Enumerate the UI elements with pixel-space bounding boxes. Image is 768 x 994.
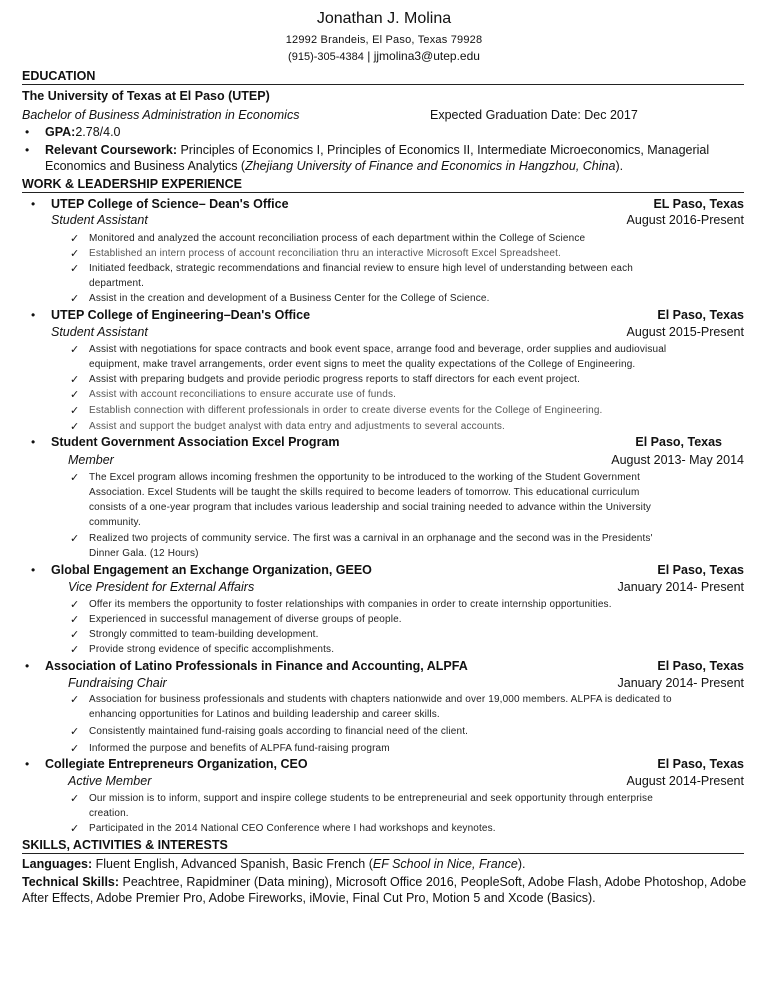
skills-heading: SKILLS, ACTIVITIES & INTERESTS bbox=[22, 838, 744, 854]
bullet-icon: • bbox=[31, 563, 36, 577]
work-heading: WORK & LEADERSHIP EXPERIENCE bbox=[22, 177, 744, 193]
languages-text: Fluent English, Advanced Spanish, Basic French ( bbox=[92, 857, 373, 871]
check-icon: ✓ bbox=[70, 614, 80, 626]
job-role: Student Assistant bbox=[51, 213, 148, 227]
check-icon: ✓ bbox=[70, 293, 80, 305]
check-icon: ✓ bbox=[70, 644, 80, 656]
job-item: Participated in the 2014 National CEO Conference where I had workshops and keynotes. bbox=[89, 823, 496, 834]
job-org: Association of Latino Professionals in Finance and Accounting, ALPFA bbox=[45, 659, 468, 673]
job-location: El Paso, Texas bbox=[657, 659, 744, 673]
languages-school: EF School in Nice, France bbox=[372, 857, 518, 871]
coursework-text: Economics and Business Analytics ( bbox=[45, 159, 246, 173]
check-icon: ✓ bbox=[70, 421, 80, 433]
check-icon: ✓ bbox=[70, 344, 80, 356]
check-icon: ✓ bbox=[70, 472, 80, 484]
email-link[interactable]: jjmolina3@utep.edu bbox=[373, 49, 480, 63]
job-role: Member bbox=[68, 453, 114, 467]
address-line: 12992 Brandeis, El Paso, Texas 79928 bbox=[285, 34, 483, 46]
job-item: Establish connection with different professionals in order to create diverse events for the College of Engineering. bbox=[89, 405, 603, 416]
check-icon: ✓ bbox=[70, 743, 80, 755]
job-item: community. bbox=[89, 517, 141, 528]
job-item: Consistently maintained fund-raising goals according to financial need of the client. bbox=[89, 726, 469, 737]
job-item: The Excel program allows incoming freshmen the opportunity to be introduced to the working of the Student Government bbox=[89, 472, 641, 483]
check-icon: ✓ bbox=[70, 248, 80, 260]
job-item: Our mission is to inform, support and inspire college students to be entrepreneurial and seek opportunity through enterprise bbox=[89, 793, 653, 804]
job-item: Monitored and analyzed the account reconciliation process of each department within the College of Science bbox=[89, 233, 586, 244]
job-item: creation. bbox=[89, 808, 129, 819]
job-item: Strongly committed to team-building development. bbox=[89, 629, 319, 640]
coursework-school: Zhejiang University of Finance and Economics in Hangzhou, China bbox=[245, 159, 616, 173]
check-icon: ✓ bbox=[70, 629, 80, 641]
bullet-icon: • bbox=[31, 197, 36, 211]
bullet-icon: • bbox=[25, 125, 30, 139]
check-icon: ✓ bbox=[70, 405, 80, 417]
contact-separator: | bbox=[367, 49, 371, 63]
job-item: consists of a one-year program that includes various leadership and social training needed to advance within the University bbox=[89, 502, 652, 513]
school-name: The University of Texas at El Paso (UTEP) bbox=[22, 89, 270, 103]
bullet-icon: • bbox=[31, 308, 36, 322]
job-item: Assist with account reconciliations to ensure accurate use of funds. bbox=[89, 389, 397, 400]
job-location: El Paso, Texas bbox=[657, 757, 744, 771]
job-item: Association. Excel Students will be taught the skills required to become leaders of tomorrow. This educational curriculum bbox=[89, 487, 640, 498]
check-icon: ✓ bbox=[70, 233, 80, 245]
check-icon: ✓ bbox=[70, 599, 80, 611]
check-icon: ✓ bbox=[70, 793, 80, 805]
job-role: Fundraising Chair bbox=[68, 676, 167, 690]
coursework-label: Relevant Coursework: bbox=[45, 143, 177, 157]
job-item: Assist in the creation and development of a Business Center for the College of Science. bbox=[89, 293, 490, 304]
job-location: EL Paso, Texas bbox=[653, 197, 744, 211]
gpa-value: 2.78/4.0 bbox=[75, 125, 121, 139]
job-item: Assist with negotiations for space contracts and book event space, arrange food and beverage, order supplies and audiovisual bbox=[89, 344, 667, 355]
job-item: Assist and support the budget analyst with data entry and adjustments to several accounts. bbox=[89, 421, 505, 432]
job-item: department. bbox=[89, 278, 145, 289]
job-role: Student Assistant bbox=[51, 325, 148, 339]
bullet-icon: • bbox=[25, 757, 30, 771]
graduation-date: Expected Graduation Date: Dec 2017 bbox=[430, 108, 638, 122]
job-org: Global Engagement an Exchange Organization, GEEO bbox=[51, 563, 372, 577]
job-item: Association for business professionals and students with chapters nationwide and over 19,000 members. ALPFA is dedicated to bbox=[89, 694, 672, 705]
languages-line bbox=[22, 857, 526, 872]
phone-number: (915)-305-4384 bbox=[288, 51, 364, 63]
education-heading: EDUCATION bbox=[22, 69, 744, 85]
job-dates: August 2014-Present bbox=[626, 774, 744, 788]
job-item: Informed the purpose and benefits of ALPFA fund-raising program bbox=[89, 743, 390, 754]
degree: Bachelor of Business Administration in Economics bbox=[22, 108, 300, 122]
technical-line-2: After Effects, Adobe Premier Pro, Adobe Fireworks, iMovie, Final Cut Pro, Motion 5 and Xcode (Basics). bbox=[22, 891, 596, 905]
job-item: Assist with preparing budgets and provide periodic progress reports to staff directors for each event project. bbox=[89, 374, 581, 385]
job-item: Offer its members the opportunity to foster relationships with companies in order to create internship opportunities. bbox=[89, 599, 612, 610]
coursework-text: Principles of Economics I, Principles of Economics II, Intermediate Microeconomics, Managerial bbox=[180, 143, 710, 157]
job-item: equipment, make travel arrangements, order event signs to meet the quality expectations of the College of Engineering. bbox=[89, 359, 636, 370]
gpa bbox=[45, 125, 121, 140]
technical-text: Peachtree, Rapidminer (Data mining), Microsoft Office 2016, PeopleSoft, Adobe Flash, Adobe Photoshop, Adobe bbox=[119, 875, 747, 889]
check-icon: ✓ bbox=[70, 823, 80, 835]
job-org: Student Government Association Excel Program bbox=[51, 435, 340, 449]
check-icon: ✓ bbox=[70, 263, 80, 275]
job-location: El Paso, Texas bbox=[657, 563, 744, 577]
job-dates: January 2014- Present bbox=[617, 676, 744, 690]
job-org: UTEP College of Science– Dean's Office bbox=[51, 197, 289, 211]
coursework-line-1 bbox=[45, 143, 709, 158]
job-dates: August 2013- May 2014 bbox=[611, 453, 744, 467]
bullet-icon: • bbox=[31, 435, 36, 449]
check-icon: ✓ bbox=[70, 374, 80, 386]
check-icon: ✓ bbox=[70, 726, 80, 738]
languages-label: Languages: bbox=[22, 857, 93, 871]
job-item: Provide strong evidence of specific accomplishments. bbox=[89, 644, 335, 655]
check-icon: ✓ bbox=[70, 389, 80, 401]
applicant-name: Jonathan J. Molina bbox=[316, 10, 452, 27]
job-item: Initiated feedback, strategic recommendations and financial review to ensure high level of understanding between each bbox=[89, 263, 633, 274]
job-item: enhancing opportunities for Latinos and building leadership and career skills. bbox=[89, 709, 440, 720]
gpa-label: GPA: bbox=[45, 125, 76, 139]
technical-label: Technical Skills: bbox=[22, 875, 120, 889]
job-role: Vice President for External Affairs bbox=[68, 580, 255, 594]
languages-text: ). bbox=[517, 857, 526, 871]
job-dates: August 2015-Present bbox=[626, 325, 744, 339]
check-icon: ✓ bbox=[70, 533, 80, 545]
job-org: Collegiate Entrepreneurs Organization, CEO bbox=[45, 757, 308, 771]
job-item: Dinner Gala. (12 Hours) bbox=[89, 548, 199, 559]
job-dates: January 2014- Present bbox=[617, 580, 744, 594]
job-dates: August 2016-Present bbox=[626, 213, 744, 227]
bullet-icon: • bbox=[25, 143, 30, 157]
bullet-icon: • bbox=[25, 659, 30, 673]
job-item: Experienced in successful management of diverse groups of people. bbox=[89, 614, 402, 625]
job-location: El Paso, Texas bbox=[635, 435, 722, 449]
job-org: UTEP College of Engineering–Dean's Office bbox=[51, 308, 311, 322]
job-item: Realized two projects of community service. The first was a carnival in an orphanage and the second was in the Presidents' bbox=[89, 533, 653, 544]
check-icon: ✓ bbox=[70, 694, 80, 706]
technical-line-1 bbox=[22, 875, 746, 890]
contact-line bbox=[0, 49, 768, 63]
job-role: Active Member bbox=[68, 774, 152, 788]
coursework-line-2 bbox=[45, 159, 623, 174]
coursework-text: ). bbox=[615, 159, 624, 173]
job-item: Established an intern process of account reconciliation thru an interactive Microsoft Excel Spreadsheet. bbox=[89, 248, 561, 259]
job-location: El Paso, Texas bbox=[657, 308, 744, 322]
